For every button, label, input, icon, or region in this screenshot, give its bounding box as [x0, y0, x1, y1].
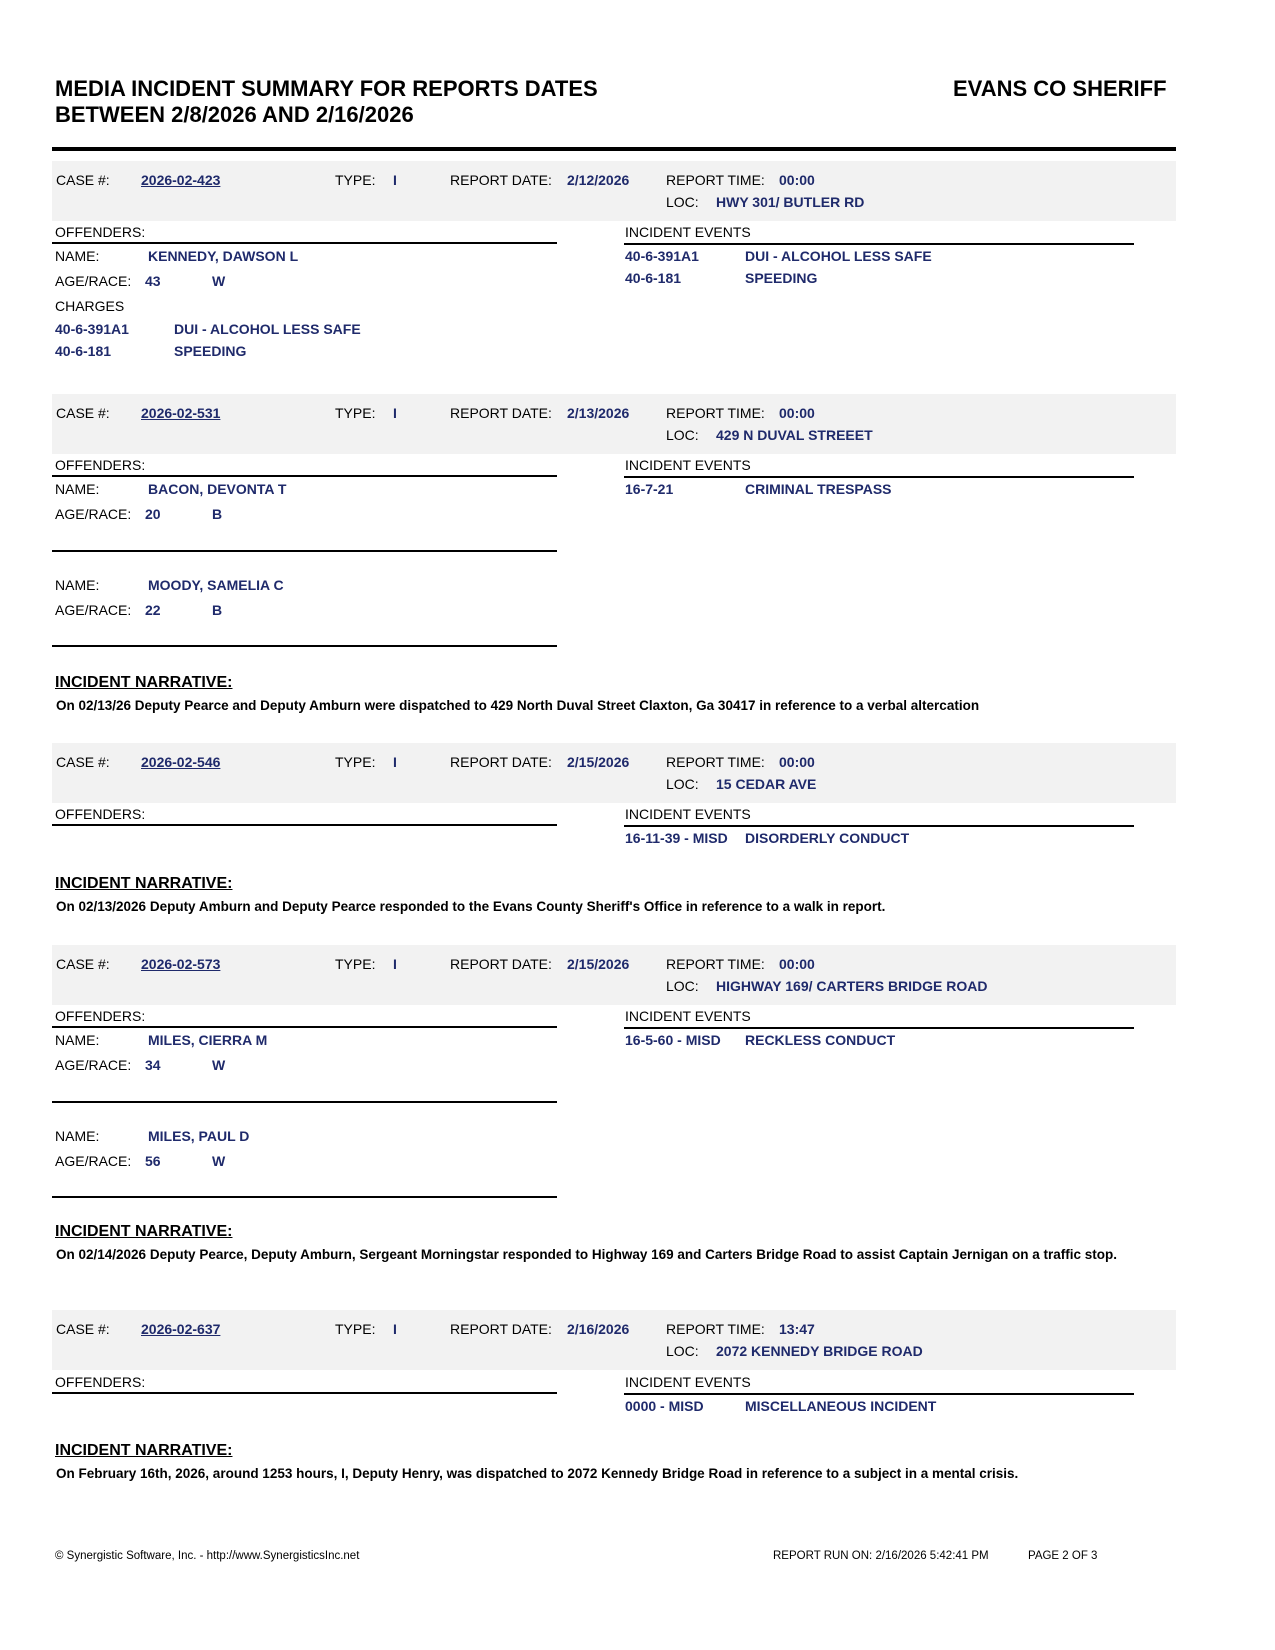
case-header-band: [52, 394, 1176, 454]
narrative-heading: INCIDENT NARRATIVE:: [55, 1442, 233, 1459]
type-value: I: [393, 956, 397, 972]
narrative-heading: INCIDENT NARRATIVE:: [55, 674, 233, 691]
incident-events-underline: [624, 1027, 1134, 1029]
footer-report-run-on: REPORT RUN ON: 2/16/2026 5:42:41 PM: [773, 1550, 989, 1562]
incident-events-label: INCIDENT EVENTS: [625, 806, 751, 822]
narrative-heading: INCIDENT NARRATIVE:: [55, 875, 233, 892]
agency-name: EVANS CO SHERIFF: [953, 76, 1167, 101]
report-date-label: REPORT DATE:: [450, 1321, 552, 1337]
event-description: DUI - ALCOHOL LESS SAFE: [745, 248, 932, 264]
charge-code: 40-6-391A1: [55, 321, 129, 337]
narrative-heading: INCIDENT NARRATIVE:: [55, 1223, 233, 1240]
type-value: I: [393, 172, 397, 188]
narrative-text: On 02/13/26 Deputy Pearce and Deputy Amburn were dispatched to 429 North Duval Street Claxton, Ga 30417 in reference to a verbal altercation: [56, 698, 980, 713]
case-number-link[interactable]: 2026-02-637: [141, 1321, 221, 1337]
type-value: I: [393, 754, 397, 770]
location-value: HIGHWAY 169/ CARTERS BRIDGE ROAD: [716, 978, 988, 994]
offender-name-label: NAME:: [55, 1032, 100, 1048]
event-code: 40-6-181: [625, 270, 682, 286]
incident-events-underline: [624, 825, 1134, 827]
event-code: 16-7-21: [625, 481, 674, 497]
event-description: CRIMINAL TRESPASS: [745, 481, 892, 497]
offender-age-value: 20: [145, 506, 161, 522]
case-number-link[interactable]: 2026-02-423: [141, 172, 221, 188]
offender-race-value: W: [212, 1057, 226, 1073]
report-time-label: REPORT TIME:: [666, 956, 765, 972]
case-header-band: [52, 1310, 1176, 1370]
report-date-value: 2/12/2026: [567, 172, 630, 188]
offender-name-label: NAME:: [55, 577, 100, 593]
offender-age-race-label: AGE/RACE:: [55, 1153, 132, 1169]
case-number-label: CASE #:: [56, 956, 110, 972]
incident-events-label: INCIDENT EVENTS: [625, 1008, 751, 1024]
offender-age-value: 34: [145, 1057, 161, 1073]
offenders-underline: [52, 1392, 557, 1394]
narrative-text: On February 16th, 2026, around 1253 hours, I, Deputy Henry, was dispatched to 2072 Kennedy Bridge Road in reference to a subject in a mental crisis.: [56, 1466, 1019, 1481]
charge-code: 40-6-181: [55, 343, 112, 359]
report-title-line-2: BETWEEN 2/8/2026 AND 2/16/2026: [55, 102, 414, 127]
case-header-band: [52, 161, 1176, 221]
case-header-band: [52, 743, 1176, 803]
narrative-text: On 02/13/2026 Deputy Amburn and Deputy Pearce responded to the Evans County Sheriff's Office in reference to a walk in report.: [56, 899, 886, 914]
event-code: 40-6-391A1: [625, 248, 699, 264]
narrative-text: On 02/14/2026 Deputy Pearce, Deputy Amburn, Sergeant Morningstar responded to Highway 169 and Carters Bridge Road to assist Captain Jernigan on a traffic stop.: [56, 1247, 1118, 1262]
report-time-value: 00:00: [779, 754, 815, 770]
report-date-value: 2/16/2026: [567, 1321, 630, 1337]
incident-events-underline: [624, 1393, 1134, 1395]
location-label: LOC:: [666, 194, 699, 210]
offender-age-race-label: AGE/RACE:: [55, 506, 132, 522]
charge-description: DUI - ALCOHOL LESS SAFE: [174, 321, 361, 337]
offender-separator: [52, 1101, 557, 1103]
incident-events-label: INCIDENT EVENTS: [625, 224, 751, 240]
offender-separator: [52, 645, 557, 647]
footer-copyright: © Synergistic Software, Inc. - http://www.SynergisticsInc.net: [55, 1550, 360, 1562]
type-label: TYPE:: [335, 405, 376, 421]
report-date-label: REPORT DATE:: [450, 754, 552, 770]
offender-separator: [52, 1196, 557, 1198]
incident-events-label: INCIDENT EVENTS: [625, 457, 751, 473]
report-time-label: REPORT TIME:: [666, 172, 765, 188]
offenders-label: OFFENDERS:: [55, 224, 146, 240]
report-time-label: REPORT TIME:: [666, 754, 765, 770]
offenders-underline: [52, 1026, 557, 1028]
offender-age-value: 56: [145, 1153, 161, 1169]
location-value: 15 CEDAR AVE: [716, 776, 817, 792]
offender-name-value: MILES, CIERRA M: [148, 1032, 268, 1048]
offender-name-value: MILES, PAUL D: [148, 1128, 250, 1144]
offender-race-value: B: [212, 602, 223, 618]
event-description: RECKLESS CONDUCT: [745, 1032, 896, 1048]
offenders-underline: [52, 242, 557, 244]
case-number-link[interactable]: 2026-02-531: [141, 405, 221, 421]
event-description: SPEEDING: [745, 270, 818, 286]
offender-name-label: NAME:: [55, 1128, 100, 1144]
case-number-label: CASE #:: [56, 405, 110, 421]
incident-events-underline: [624, 476, 1134, 478]
offender-race-value: W: [212, 273, 226, 289]
type-label: TYPE:: [335, 956, 376, 972]
offender-separator: [52, 550, 557, 552]
report-time-value: 00:00: [779, 405, 815, 421]
offender-name-value: KENNEDY, DAWSON L: [148, 248, 299, 264]
report-title-line-1: MEDIA INCIDENT SUMMARY FOR REPORTS DATES: [55, 76, 598, 101]
charge-description: SPEEDING: [174, 343, 247, 359]
offender-name-value: BACON, DEVONTA T: [148, 481, 287, 497]
offender-age-race-label: AGE/RACE:: [55, 602, 132, 618]
type-label: TYPE:: [335, 172, 376, 188]
report-date-label: REPORT DATE:: [450, 956, 552, 972]
incident-events-underline: [624, 243, 1134, 245]
report-date-value: 2/15/2026: [567, 754, 630, 770]
offenders-label: OFFENDERS:: [55, 1374, 146, 1390]
offender-race-value: B: [212, 506, 223, 522]
report-time-value: 00:00: [779, 172, 815, 188]
offender-name-label: NAME:: [55, 481, 100, 497]
case-header-band: [52, 945, 1176, 1005]
offenders-label: OFFENDERS:: [55, 457, 146, 473]
location-value: HWY 301/ BUTLER RD: [716, 194, 865, 210]
event-code: 0000 - MISD: [625, 1398, 704, 1414]
type-label: TYPE:: [335, 1321, 376, 1337]
case-number-link[interactable]: 2026-02-546: [141, 754, 221, 770]
report-time-label: REPORT TIME:: [666, 405, 765, 421]
report-time-value: 13:47: [779, 1321, 815, 1337]
report-time-value: 00:00: [779, 956, 815, 972]
case-number-label: CASE #:: [56, 172, 110, 188]
location-label: LOC:: [666, 776, 699, 792]
offender-age-race-label: AGE/RACE:: [55, 1057, 132, 1073]
location-label: LOC:: [666, 1343, 699, 1359]
type-value: I: [393, 405, 397, 421]
offenders-underline: [52, 475, 557, 477]
type-value: I: [393, 1321, 397, 1337]
report-date-label: REPORT DATE:: [450, 405, 552, 421]
type-label: TYPE:: [335, 754, 376, 770]
report-date-label: REPORT DATE:: [450, 172, 552, 188]
report-time-label: REPORT TIME:: [666, 1321, 765, 1337]
location-label: LOC:: [666, 978, 699, 994]
footer-page-number: PAGE 2 OF 3: [1028, 1550, 1098, 1562]
offender-age-value: 43: [145, 273, 161, 289]
offender-age-value: 22: [145, 602, 161, 618]
event-code: 16-11-39 - MISD: [625, 830, 728, 846]
location-label: LOC:: [666, 427, 699, 443]
offender-age-race-label: AGE/RACE:: [55, 273, 132, 289]
report-date-value: 2/15/2026: [567, 956, 630, 972]
offenders-label: OFFENDERS:: [55, 1008, 146, 1024]
event-description: MISCELLANEOUS INCIDENT: [745, 1398, 937, 1414]
location-value: 429 N DUVAL STREEET: [716, 427, 873, 443]
offender-race-value: W: [212, 1153, 226, 1169]
report-date-value: 2/13/2026: [567, 405, 630, 421]
offenders-label: OFFENDERS:: [55, 806, 146, 822]
event-description: DISORDERLY CONDUCT: [745, 830, 910, 846]
case-number-label: CASE #:: [56, 754, 110, 770]
header-divider: [52, 147, 1176, 151]
case-number-link[interactable]: 2026-02-573: [141, 956, 221, 972]
location-value: 2072 KENNEDY BRIDGE ROAD: [716, 1343, 923, 1359]
case-number-label: CASE #:: [56, 1321, 110, 1337]
offender-name-value: MOODY, SAMELIA C: [148, 577, 284, 593]
offenders-underline: [52, 824, 557, 826]
offender-name-label: NAME:: [55, 248, 100, 264]
incident-events-label: INCIDENT EVENTS: [625, 1374, 751, 1390]
charges-label: CHARGES: [55, 298, 125, 314]
event-code: 16-5-60 - MISD: [625, 1032, 721, 1048]
